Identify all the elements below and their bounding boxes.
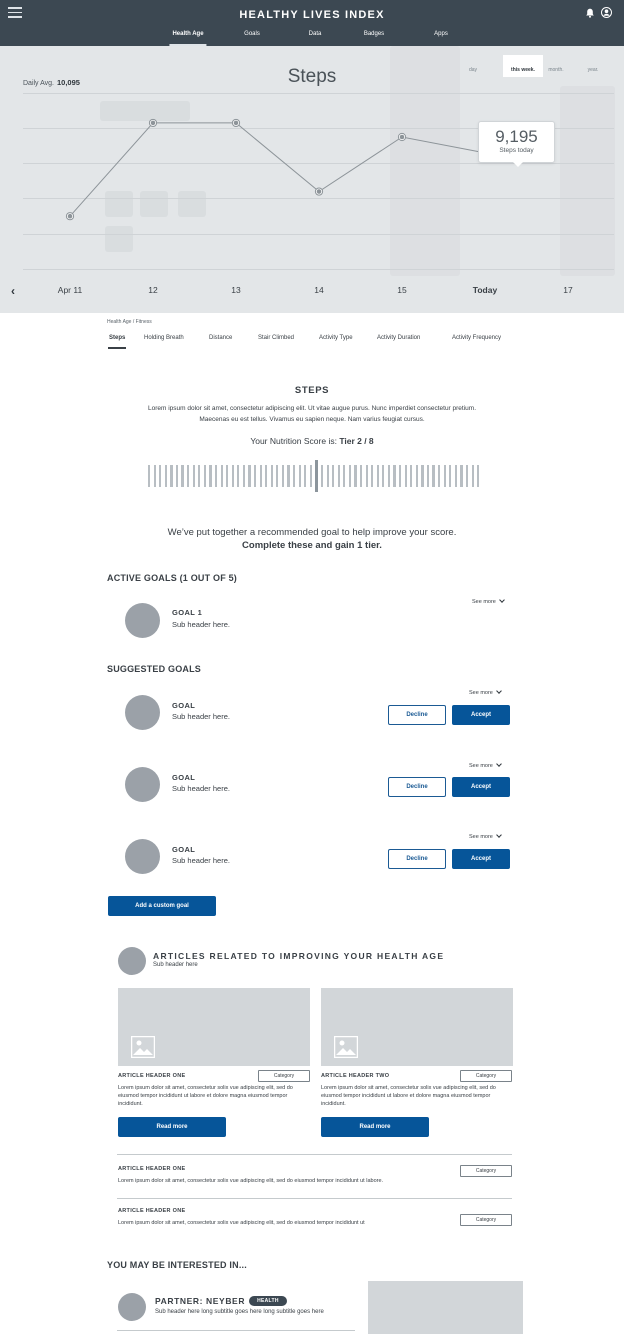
tier-tick xyxy=(382,465,384,487)
see-more-label: See more xyxy=(469,763,493,769)
tier-tick xyxy=(332,465,334,487)
tier-tick xyxy=(410,465,412,487)
tier-tick xyxy=(170,465,172,487)
tier-tick xyxy=(154,465,156,487)
articles-heading: ARTICLES RELATED TO IMPROVING YOUR HEALTH AGE xyxy=(153,951,445,961)
subtab-distance[interactable]: Distance xyxy=(209,335,233,341)
tier-tick xyxy=(248,465,250,487)
data-point-dot xyxy=(234,121,239,126)
image-placeholder-icon xyxy=(131,1036,155,1058)
see-more-link[interactable] xyxy=(469,763,501,769)
main-nav xyxy=(0,31,624,46)
articles-subheading: Sub header here xyxy=(153,962,198,968)
article-header[interactable]: ARTICLE HEADER ONE xyxy=(118,1208,186,1214)
goal-title: GOAL xyxy=(172,701,196,710)
tier-tick xyxy=(343,465,345,487)
chevron-down-icon xyxy=(496,832,502,838)
chevron-down-icon xyxy=(499,597,505,603)
daily-average-label: Daily Avg. xyxy=(23,80,54,87)
goal-title: GOAL xyxy=(172,845,196,854)
tier-tick xyxy=(416,465,418,487)
goal-avatar xyxy=(125,767,160,802)
divider xyxy=(117,1330,355,1331)
tier-tick xyxy=(472,465,474,487)
tier-tick xyxy=(393,465,395,487)
article-header[interactable]: ARTICLE HEADER ONE xyxy=(118,1073,186,1079)
tab-apps[interactable]: Apps xyxy=(434,31,448,37)
tier-tick xyxy=(399,465,401,487)
subtab-steps[interactable]: Steps xyxy=(109,335,126,341)
tier-tick xyxy=(181,465,183,487)
see-more-link[interactable] xyxy=(469,834,501,840)
goal-avatar xyxy=(125,603,160,638)
tier-tick xyxy=(271,465,273,487)
tier-tick xyxy=(388,465,390,487)
article-header[interactable]: ARTICLE HEADER ONE xyxy=(118,1166,186,1172)
accept-button[interactable]: Accept xyxy=(452,705,510,725)
tab-data[interactable]: Data xyxy=(308,31,322,37)
tab-health-age[interactable]: Health Age xyxy=(172,31,204,37)
x-tick-label[interactable]: 13 xyxy=(231,285,241,295)
tier-tick xyxy=(276,465,278,487)
tooltip-label: Steps today xyxy=(499,147,534,154)
category-button[interactable]: Category xyxy=(460,1070,512,1082)
suggested-goals-heading: SUGGESTED GOALS xyxy=(107,664,202,674)
tier-tick xyxy=(349,465,351,487)
goal-subtitle: Sub header here. xyxy=(172,620,230,629)
tier-tick xyxy=(159,465,161,487)
x-tick-label[interactable]: 15 xyxy=(397,285,407,295)
user-icon[interactable] xyxy=(601,7,612,18)
tier-tick xyxy=(226,465,228,487)
tab-badges[interactable]: Badges xyxy=(363,31,385,37)
tier-tick xyxy=(198,465,200,487)
tier-tick xyxy=(221,465,223,487)
chart-title: Steps xyxy=(287,66,337,87)
x-tick-label[interactable]: 14 xyxy=(314,285,324,295)
partner-name: PARTNER: NEYBER xyxy=(155,1296,246,1306)
bell-icon[interactable] xyxy=(585,8,595,18)
tier-tick xyxy=(237,465,239,487)
goal-title: GOAL 1 xyxy=(172,608,203,617)
metric-subtabs xyxy=(0,335,624,351)
see-more-label: See more xyxy=(469,834,493,840)
article-body: Lorem ipsum dolor sit amet, consectetur solix vue adipiscing elit, sed do eiusmod tempor incididunt ut labore et dolore magna eiusmod tempor incididunt. xyxy=(118,1085,293,1107)
breadcrumb[interactable]: Health Age / Fitness xyxy=(107,319,152,325)
app-header xyxy=(0,0,624,46)
tier-tick xyxy=(176,465,178,487)
divider xyxy=(117,1198,512,1199)
accept-button[interactable]: Accept xyxy=(452,849,510,869)
daily-average-value: 10,095 xyxy=(57,78,80,87)
category-button[interactable]: Category xyxy=(460,1214,512,1226)
tier-tick xyxy=(282,465,284,487)
subtab-activity-type[interactable]: Activity Type xyxy=(319,335,353,341)
tier-tick xyxy=(444,465,446,487)
category-button[interactable]: Category xyxy=(258,1070,310,1082)
see-more-label: See more xyxy=(469,690,493,696)
tier-tick xyxy=(165,465,167,487)
tier-marker xyxy=(315,460,317,492)
article-image[interactable] xyxy=(118,988,310,1066)
health-badge: HEALTH xyxy=(249,1296,287,1306)
today-tooltip xyxy=(478,121,555,163)
article-body: Lorem ipsum dolor sit amet, consectetur solix vue adipiscing elit, sed do eiusmod tempor incididunt ut labore et dolore magna eiusmod tempor incididunt. xyxy=(321,1085,496,1107)
chevron-left-icon[interactable]: ‹ xyxy=(11,284,15,298)
tier-tick xyxy=(215,465,217,487)
tier-tick xyxy=(327,465,329,487)
goal-title: GOAL xyxy=(172,773,196,782)
divider xyxy=(117,1154,512,1155)
tier-tick xyxy=(310,465,312,487)
tier-tick xyxy=(338,465,340,487)
tier-tick xyxy=(204,465,206,487)
tier-tick xyxy=(354,465,356,487)
subtab-activity-frequency[interactable]: Activity Frequency xyxy=(452,335,502,341)
tier-tick xyxy=(304,465,306,487)
tier-tick xyxy=(449,465,451,487)
partner-subtitle: Sub header here long subtitle goes here long subtitle goes here xyxy=(155,1309,324,1315)
steps-description: Lorem ipsum dolor sit amet, consectetur adipiscing elit. Ut vitae augue purus. Nunc imperdiet consectetur pretium. Maecenas eu est tellus. Vivamus eu sapien neque. Nam varius feugiat cursus. xyxy=(147,405,477,423)
active-goals-heading: ACTIVE GOALS (1 OUT OF 5) xyxy=(107,573,238,583)
accept-button[interactable]: Accept xyxy=(452,777,510,797)
tier-tick xyxy=(371,465,373,487)
tier-tick xyxy=(460,465,462,487)
tier-tick xyxy=(405,465,407,487)
tier-tick xyxy=(299,465,301,487)
range-month[interactable]: month. xyxy=(548,67,564,73)
article-image[interactable] xyxy=(321,988,513,1066)
range-day[interactable]: day xyxy=(468,67,478,73)
tier-tick xyxy=(477,465,479,487)
articles-avatar xyxy=(118,947,146,975)
tier-tick xyxy=(232,465,234,487)
data-point-dot xyxy=(317,189,322,194)
decline-button[interactable]: Decline xyxy=(388,777,446,797)
goal-message-text: We’ve put together a recommended goal to help improve your score. xyxy=(167,527,457,538)
tier-tick xyxy=(193,465,195,487)
data-point-dot xyxy=(68,214,73,219)
subtab-stair-climbed[interactable]: Stair Climbed xyxy=(258,335,295,341)
article-body: Lorem ipsum dolor sit amet, consectetur solix vue adipiscing elit, sed do eiusmod tempor incididunt ut labore. xyxy=(118,1178,384,1184)
goal-message-bold: Complete these and gain 1 tier. xyxy=(242,540,382,551)
data-point-dot xyxy=(151,121,156,126)
decline-button[interactable]: Decline xyxy=(388,849,446,869)
article-body: Lorem ipsum dolor sit amet, consectetur solix vue adipiscing elit, sed do eiusmod tempor incididunt ut xyxy=(118,1220,365,1226)
x-tick-label[interactable]: Today xyxy=(472,285,498,295)
partner-title[interactable] xyxy=(155,1296,287,1307)
tier-tick xyxy=(148,465,150,487)
tier-tick xyxy=(427,465,429,487)
chevron-down-icon xyxy=(496,761,502,767)
see-more-link[interactable] xyxy=(472,599,504,605)
x-tick-label[interactable]: 17 xyxy=(563,285,573,295)
x-tick-label[interactable]: Apr 11 xyxy=(57,285,83,295)
tier-tick xyxy=(293,465,295,487)
data-point-dot xyxy=(400,135,405,140)
tier-tick xyxy=(287,465,289,487)
range-this-week[interactable]: this week. xyxy=(503,55,543,77)
chevron-down-icon xyxy=(496,688,502,694)
tier-tick xyxy=(243,465,245,487)
range-year[interactable]: year. xyxy=(587,67,599,73)
add-custom-goal-button[interactable]: Add a custom goal xyxy=(108,896,216,916)
category-button[interactable]: Category xyxy=(460,1165,512,1177)
nutrition-score xyxy=(0,436,624,446)
x-tick-label[interactable]: 12 xyxy=(148,285,158,295)
see-more-link[interactable] xyxy=(469,690,501,696)
goal-subtitle: Sub header here. xyxy=(172,784,230,793)
tier-tick xyxy=(438,465,440,487)
score-value: Tier 2 / 8 xyxy=(339,436,374,446)
score-label: Your Nutrition Score is: xyxy=(250,436,337,446)
goal-subtitle: Sub header here. xyxy=(172,712,230,721)
partner-avatar xyxy=(118,1293,146,1321)
tier-tick xyxy=(366,465,368,487)
app-title: HEALTHY LIVES INDEX xyxy=(239,9,385,21)
tier-tick xyxy=(260,465,262,487)
steps-chart-panel xyxy=(0,46,624,313)
steps-line-chart xyxy=(0,46,624,313)
x-axis-labels xyxy=(0,285,624,299)
tab-goals[interactable]: Goals xyxy=(244,31,260,37)
goal-subtitle: Sub header here. xyxy=(172,856,230,865)
recommended-goal-message xyxy=(0,526,624,552)
tier-tick xyxy=(187,465,189,487)
steps-heading: STEPS xyxy=(294,385,330,396)
article-header[interactable]: ARTICLE HEADER TWO xyxy=(321,1073,390,1079)
partner-image[interactable] xyxy=(368,1281,523,1334)
tooltip-value: 9,195 xyxy=(495,127,538,146)
goal-avatar xyxy=(125,695,160,730)
read-more-button[interactable]: Read more xyxy=(321,1117,429,1137)
subtab-activity-duration[interactable]: Activity Duration xyxy=(377,335,421,341)
tier-tick xyxy=(421,465,423,487)
interested-heading: YOU MAY BE INTERESTED IN... xyxy=(107,1260,247,1270)
tier-tick xyxy=(254,465,256,487)
tier-tick xyxy=(265,465,267,487)
decline-button[interactable]: Decline xyxy=(388,705,446,725)
tier-progress-bar xyxy=(148,462,480,490)
tier-tick xyxy=(377,465,379,487)
tier-tick xyxy=(455,465,457,487)
tier-tick xyxy=(321,465,323,487)
tier-tick xyxy=(209,465,211,487)
subtab-holding-breath[interactable]: Holding Breath xyxy=(144,335,184,341)
read-more-button[interactable]: Read more xyxy=(118,1117,226,1137)
tier-tick xyxy=(432,465,434,487)
image-placeholder-icon xyxy=(334,1036,358,1058)
see-more-label: See more xyxy=(472,599,496,605)
goal-avatar xyxy=(125,839,160,874)
tier-tick xyxy=(360,465,362,487)
series-line xyxy=(70,123,485,216)
tier-tick xyxy=(466,465,468,487)
